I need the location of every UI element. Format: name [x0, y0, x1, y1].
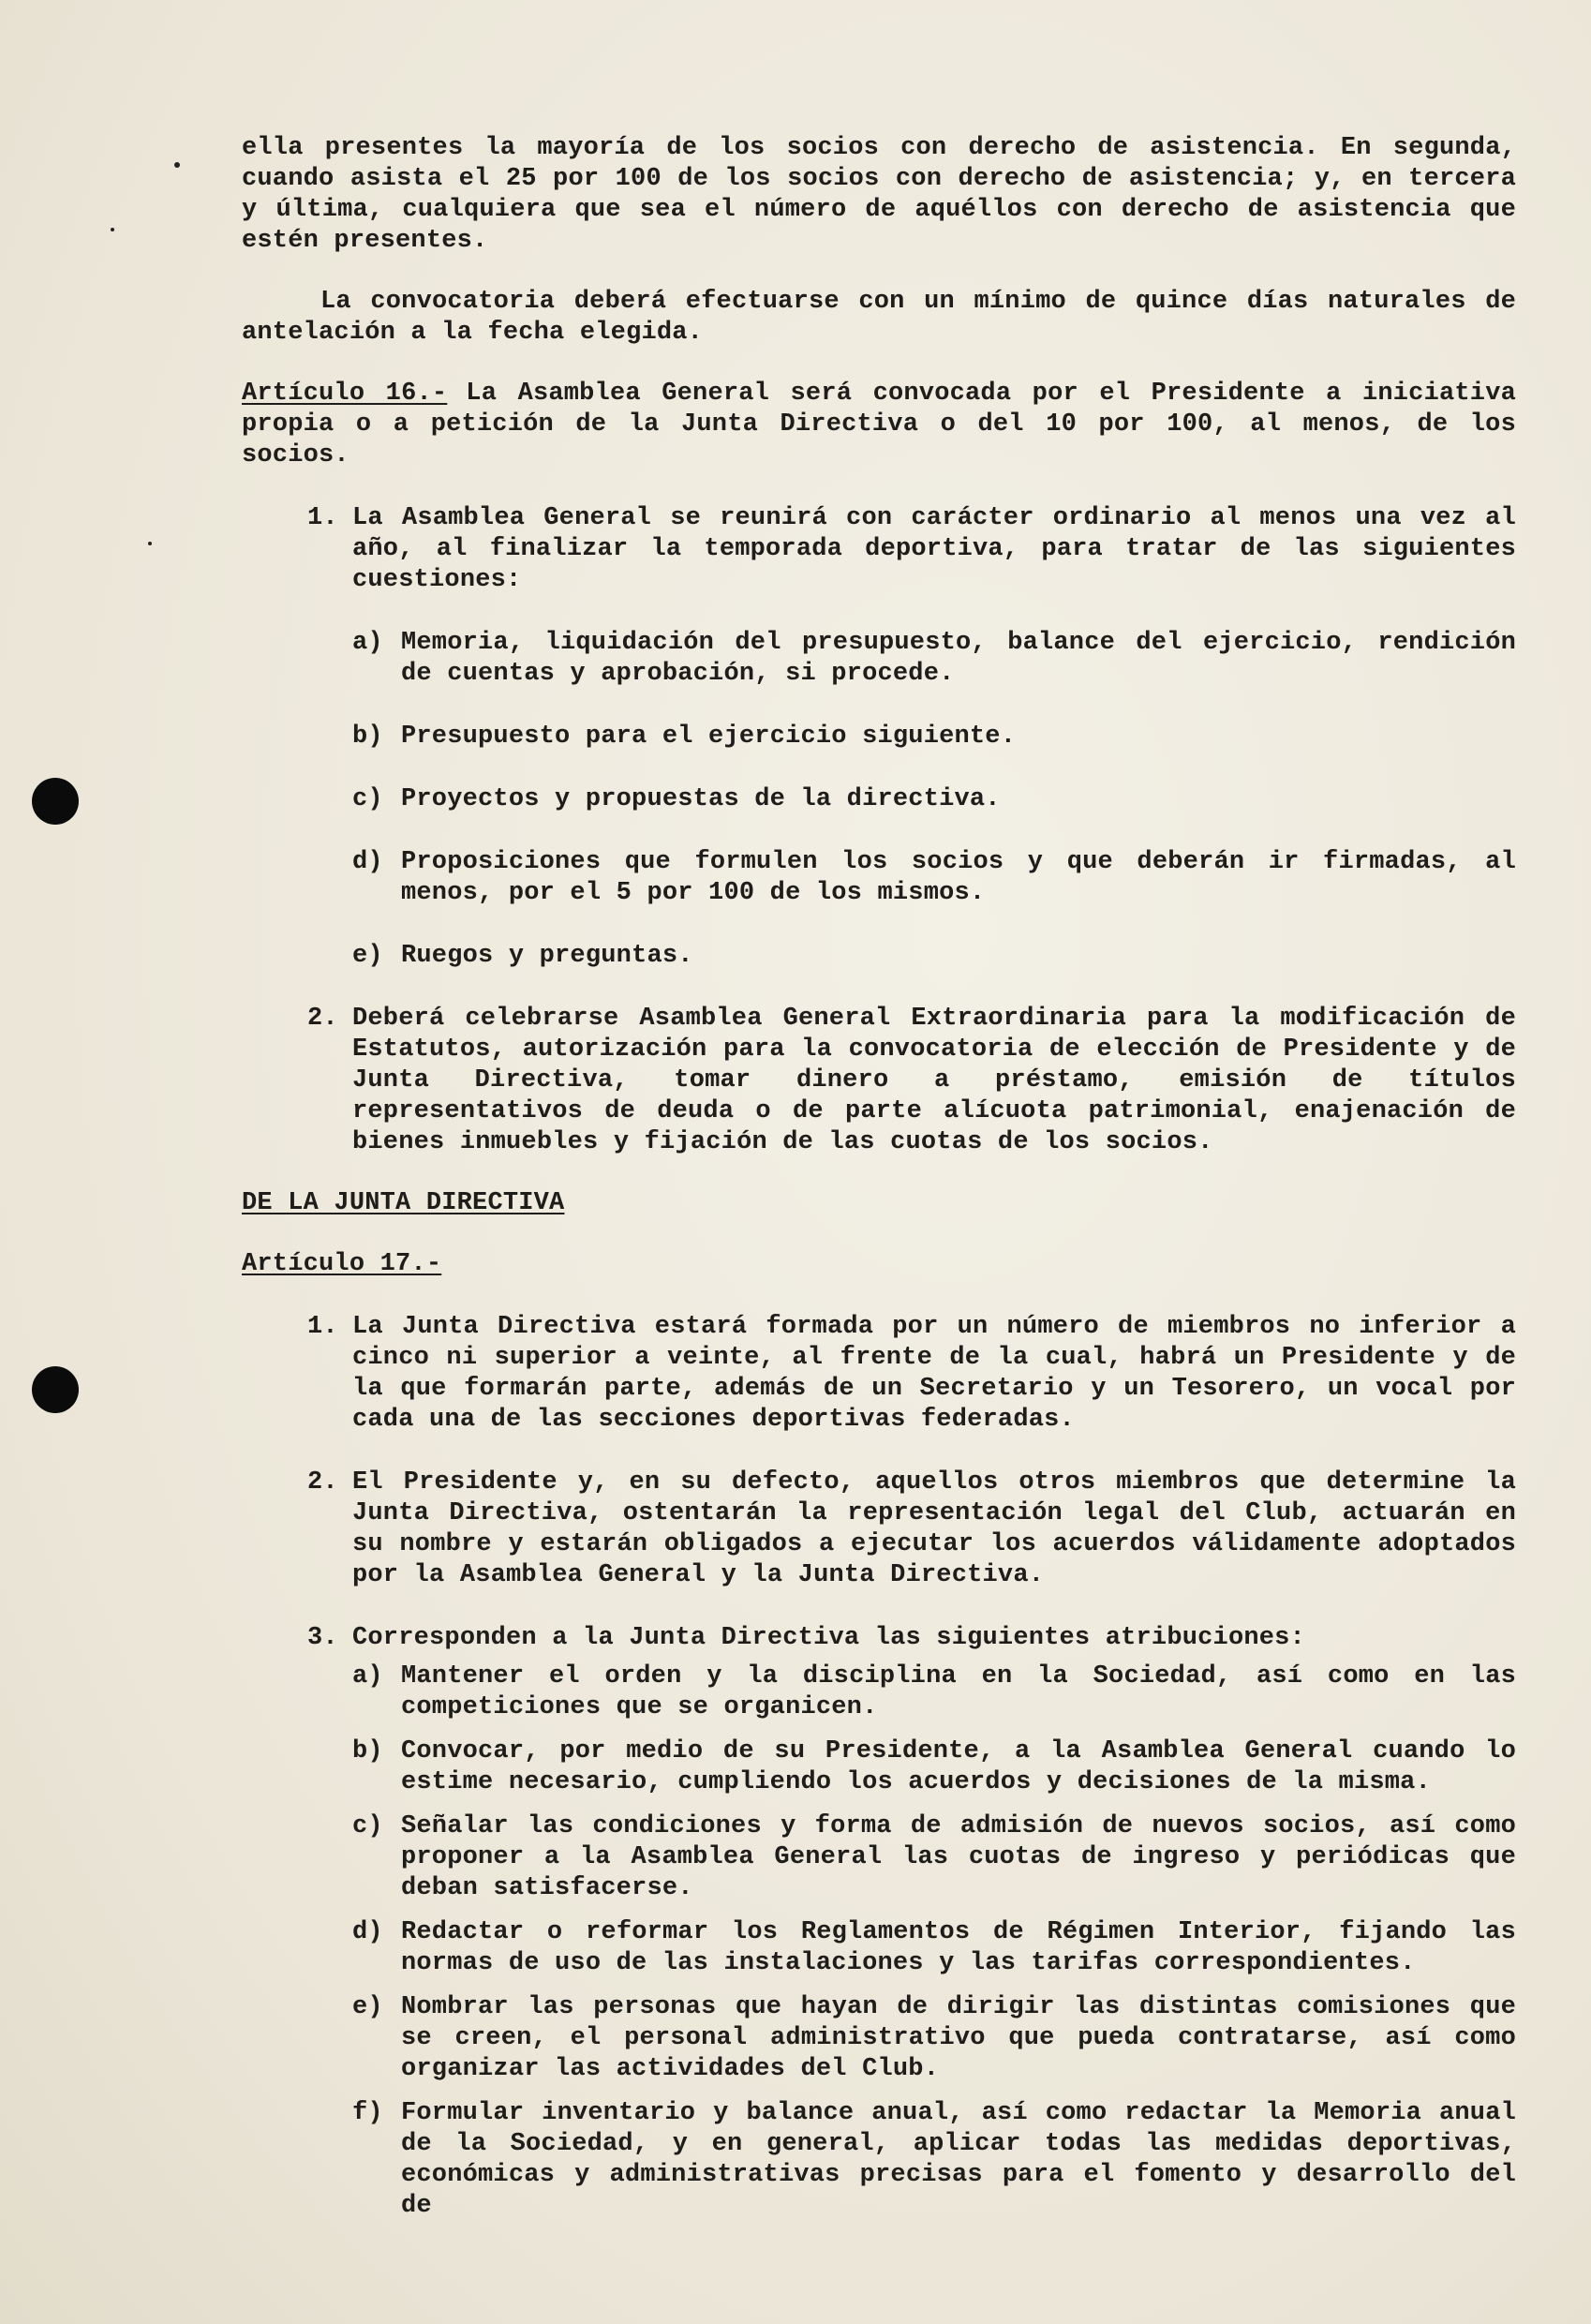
convocatoria-paragraph: La convocatoria deberá efectuarse con un mínimo de quince días naturales de antelación a la fecha elegida.	[242, 288, 1516, 347]
article-16	[242, 379, 1516, 471]
article-17-item-1: 1. La Junta Directiva estará formada por un número de miembros no inferior a cinco ni superior a veinte, al frente de la cual, habrá un Presidente y de la que formarán parte, además de un Secretario y un Tesorero, un vocal por cada una de las secciones deportivas federadas.	[307, 1313, 1516, 1434]
article-17-title: Artículo 17.-	[242, 1250, 442, 1278]
article-17-item-3: 3. Corresponden a la Junta Directiva las siguientes atribuciones:	[307, 1624, 1305, 1652]
attribution-a: a) Mantener el orden y la disciplina en la Sociedad, así como en las competiciones que se organicen.	[352, 1662, 1516, 1721]
ink-speck	[148, 542, 152, 545]
article-16-title: Artículo 16.-	[242, 380, 448, 408]
attribution-f: f) Formular inventario y balance anual, así como redactar la Memoria anual de la Sociedad, y en general, aplicar todas las medidas deportivas, económicas y administrativas precisas para el fomento y desarrollo del de	[352, 2099, 1516, 2220]
article-16-item-1-e: e) Ruegos y preguntas.	[352, 942, 693, 970]
punch-hole	[32, 1366, 79, 1413]
article-16-item-1-b: b) Presupuesto para el ejercicio siguiente.	[352, 723, 1017, 751]
section-heading: DE LA JUNTA DIRECTIVA	[242, 1189, 565, 1217]
intro-paragraph: ella presentes la mayoría de los socios con derecho de asistencia. En segunda, cuando asista el 25 por 100 de los socios con derecho de asistencia; y, en tercera y última, cualquiera que sea el número de aquéllos con derecho de asistencia que estén presentes.	[242, 134, 1516, 255]
ink-speck	[174, 162, 180, 168]
article-16-item-1: 1. La Asamblea General se reunirá con carácter ordinario al menos una vez al año, al finalizar la temporada deportiva, para tratar de las siguientes cuestiones:	[307, 504, 1516, 594]
article-16-item-2: 2. Deberá celebrarse Asamblea General Extraordinaria para la modificación de Estatutos, autorización para la convocatoria de elección de Presidente y de Junta Directiva, tomar dinero a préstamo, emisión de títulos representativos de deuda o de parte alícuota patrimonial, enajenación de bienes inmuebles y fijación de las cuotas de los socios.	[307, 1005, 1516, 1156]
punch-hole	[32, 778, 79, 825]
attribution-d: d) Redactar o reformar los Reglamentos de Régimen Interior, fijando las normas de uso de las instalaciones y las tarifas correspondientes.	[352, 1918, 1516, 1977]
article-16-item-1-d: d) Proposiciones que formulen los socios y que deberán ir firmadas, al menos, por el 5 por 100 de los mismos.	[352, 848, 1516, 907]
typed-text-body	[242, 133, 1516, 2222]
attribution-e: e) Nombrar las personas que hayan de dirigir las distintas comisiones que se creen, el personal administrativo que pueda contratarse, así como organizar las actividades del Club.	[352, 1993, 1516, 2083]
attribution-b: b) Convocar, por medio de su Presidente, a la Asamblea General cuando lo estime necesario, cumpliendo los acuerdos y decisiones de la misma.	[352, 1737, 1516, 1796]
article-16-item-1-c: c) Proyectos y propuestas de la directiva.	[352, 785, 1001, 813]
article-16-item-1-a: a) Memoria, liquidación del presupuesto, balance del ejercicio, rendición de cuentas y aprobación, si procede.	[352, 629, 1516, 688]
article-17-item-2: 2. El Presidente y, en su defecto, aquellos otros miembros que determine la Junta Directiva, ostentarán la representación legal del Club, actuarán en su nombre y estarán obligados a ejecutar los acuerdos válidamente adoptados por la Asamblea General y la Junta Directiva.	[307, 1468, 1516, 1589]
article-16-text: La Asamblea General será convocada por el Presidente a iniciativa propia o a petición de la Junta Directiva o del 10 por 100, al menos, de los socios.	[242, 380, 1517, 469]
ink-speck	[111, 228, 114, 231]
attribution-c: c) Señalar las condiciones y forma de admisión de nuevos socios, así como proponer a la Asamblea General las cuotas de ingreso y periódicas que deban satisfacerse.	[352, 1812, 1516, 1902]
